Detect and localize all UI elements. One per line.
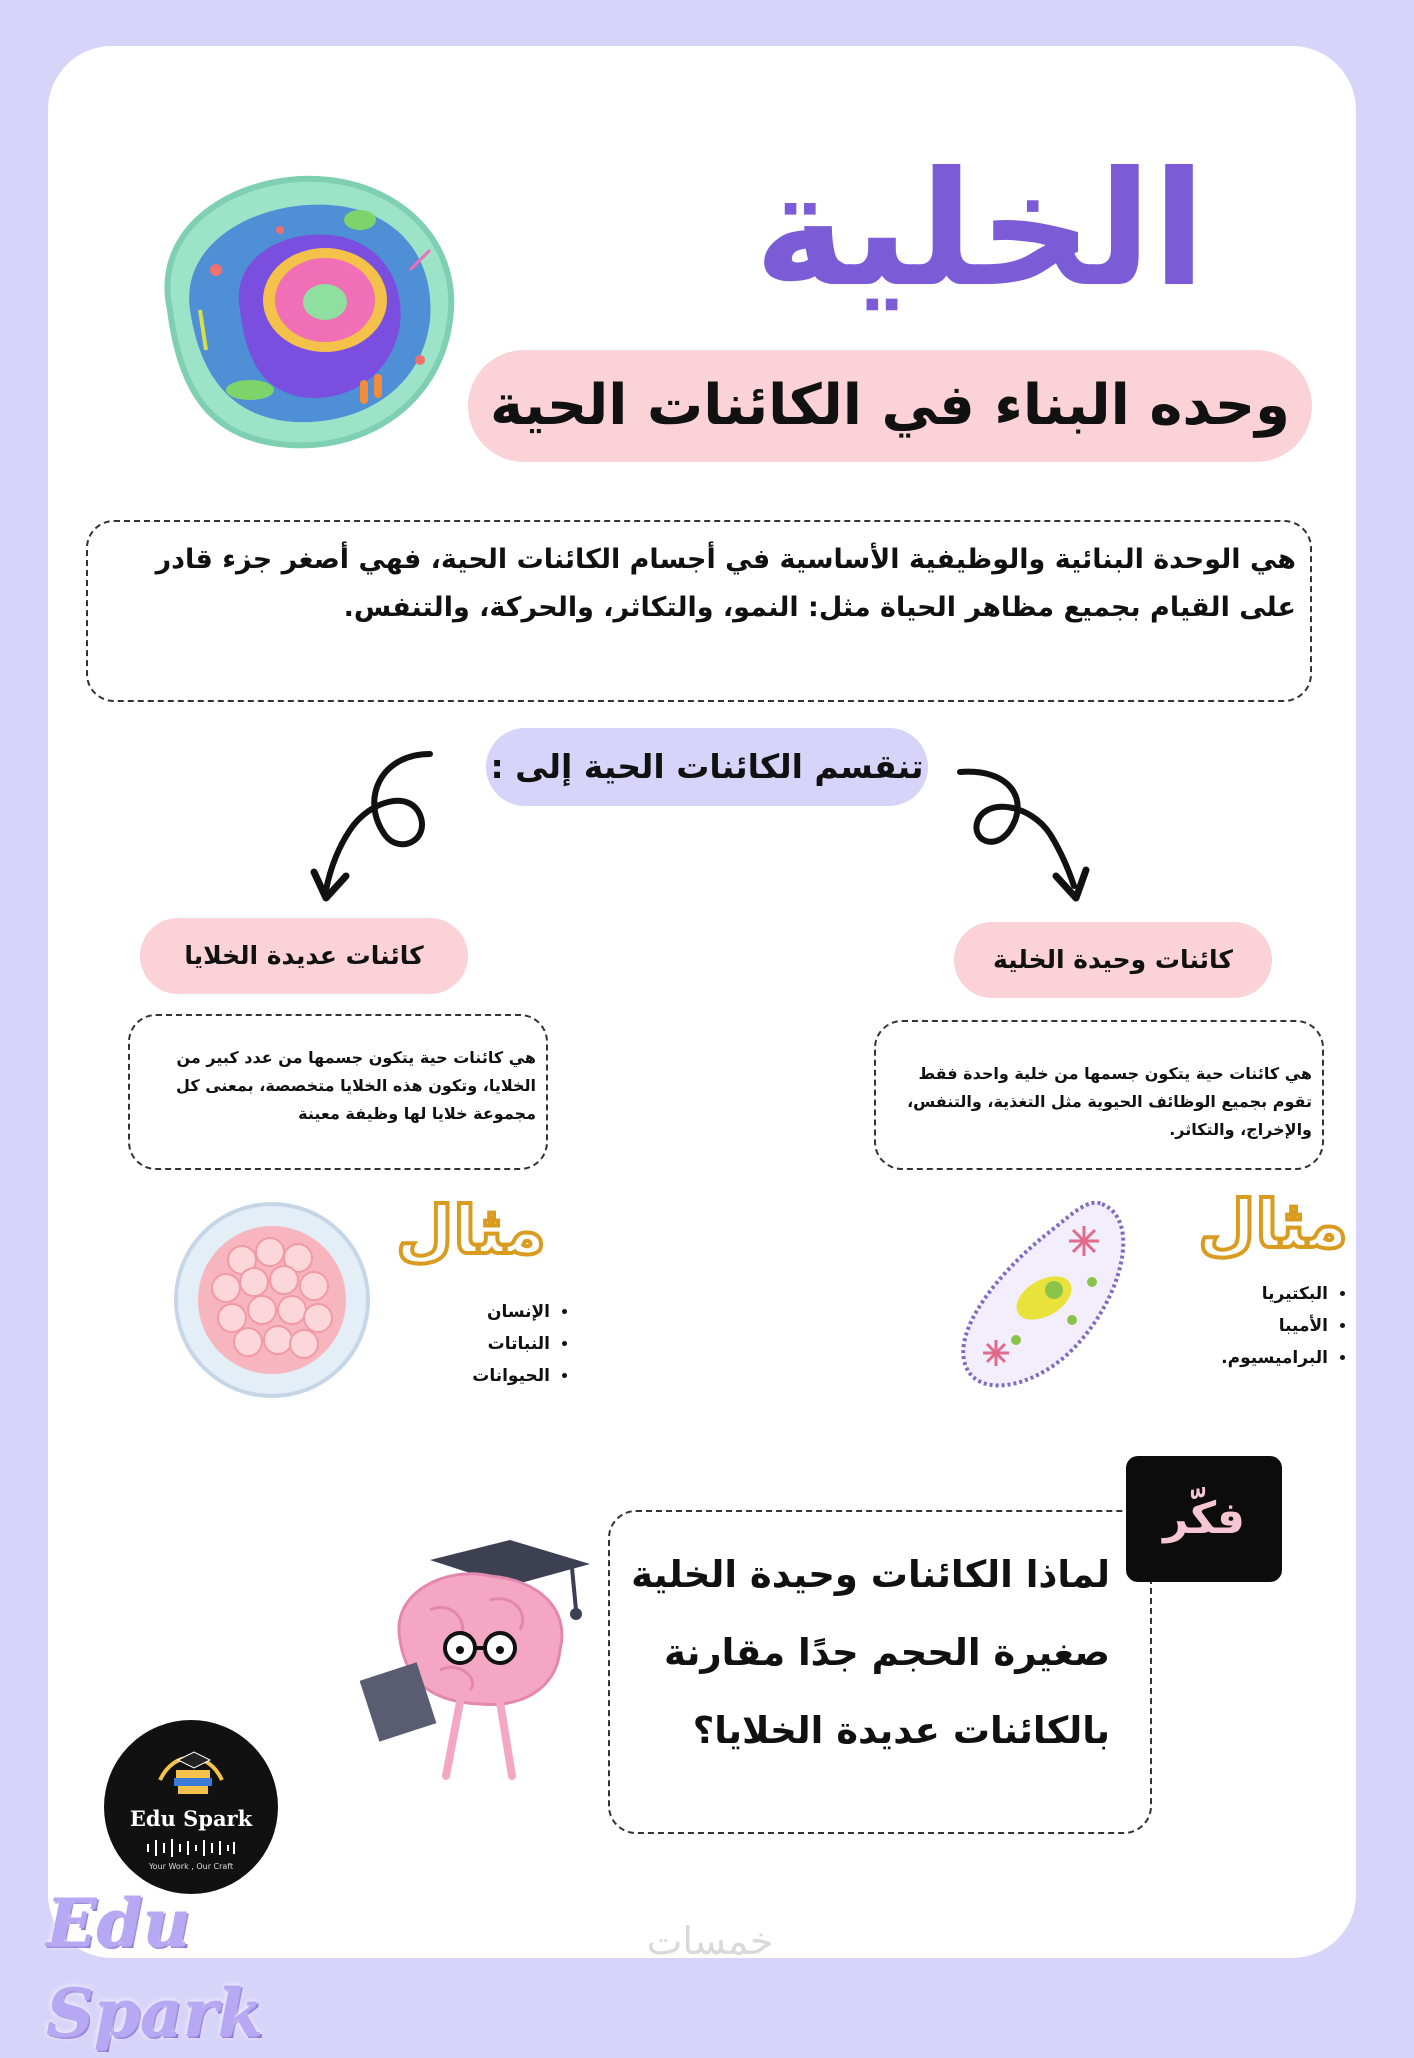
books-icon [154,1740,228,1800]
multicellular-title-pill [140,918,468,994]
brand-script-name: Edu Spark [46,1884,264,2052]
list-item: • البكتيريا [1158,1278,1328,1310]
curly-arrow-right-icon [950,760,1100,910]
animal-cell-illustration [130,160,470,460]
subtitle-banner [468,350,1312,462]
list-item: • الحيوانات [380,1360,550,1392]
division-text: تنقسم الكائنات الحية إلى : [490,747,924,786]
think-badge [1126,1456,1282,1582]
definition-box [86,520,1312,702]
unicellular-description: هي كائنات حية يتكون جسمها من خلية واحدة فقط تقوم بجميع الوظائف الحيوية مثل التغذية، والتنفس، والإخراج، والتكاثر. [907,1064,1312,1139]
logo-tagline: Your Work , Our Craft [148,1862,234,1871]
multicellular-example-list [380,1296,578,1392]
list-item: • البراميسيوم. [1158,1342,1328,1374]
watermark: خمسات [646,1919,774,1963]
edu-spark-logo [104,1720,278,1894]
unicellular-example-list [1158,1278,1356,1374]
multicellular-example-label: مثال [396,1192,546,1269]
sound-wave-icon [144,1838,238,1858]
multicellular-description: هي كائنات حية يتكون جسمها من عدد كبير من الخلايا، وتكون هذه الخلايا متخصصة، بمعنى كل مجموعة خلايا لها وظيفة معينة [176,1048,536,1123]
list-item: • الإنسان [380,1296,550,1328]
unicellular-title-pill [954,922,1272,998]
brain-reading-illustration [360,1530,600,1790]
logo-name: Edu Spark [129,1806,253,1831]
multicellular-title: كائنات عديدة الخلايا [184,941,424,970]
division-banner [486,728,928,806]
page-title: الخلية [753,138,1207,322]
definition-text: هي الوحدة البنائية والوظيفية الأساسية في أجسام الكائنات الحية، فهي أصغر جزء قادر على القيام بجميع مظاهر الحياة مثل: النمو، والتكاثر، والحركة، والتنفس. [155,544,1296,623]
think-badge-text: فكّر [1163,1493,1245,1544]
unicellular-example-label: مثال [1198,1186,1348,1263]
multicellular-description-box [128,1014,548,1170]
curly-arrow-left-icon [300,740,460,910]
list-item: • النباتات [380,1328,550,1360]
question-line-1: لماذا الكائنات وحيدة الخلية [631,1553,1110,1596]
subtitle-text: وحده البناء في الكائنات الحية [490,373,1290,438]
list-item: • الأميبا [1158,1310,1328,1342]
multicellular-cells-illustration [172,1200,372,1400]
paramecium-illustration [952,1190,1152,1400]
unicellular-title: كائنات وحيدة الخلية [993,945,1233,974]
question-line-3: بالكائنات عديدة الخلايا؟ [692,1709,1110,1752]
question-box [608,1510,1152,1834]
unicellular-description-box [874,1020,1324,1170]
question-line-2: صغيرة الحجم جدًا مقارنة [664,1631,1110,1674]
